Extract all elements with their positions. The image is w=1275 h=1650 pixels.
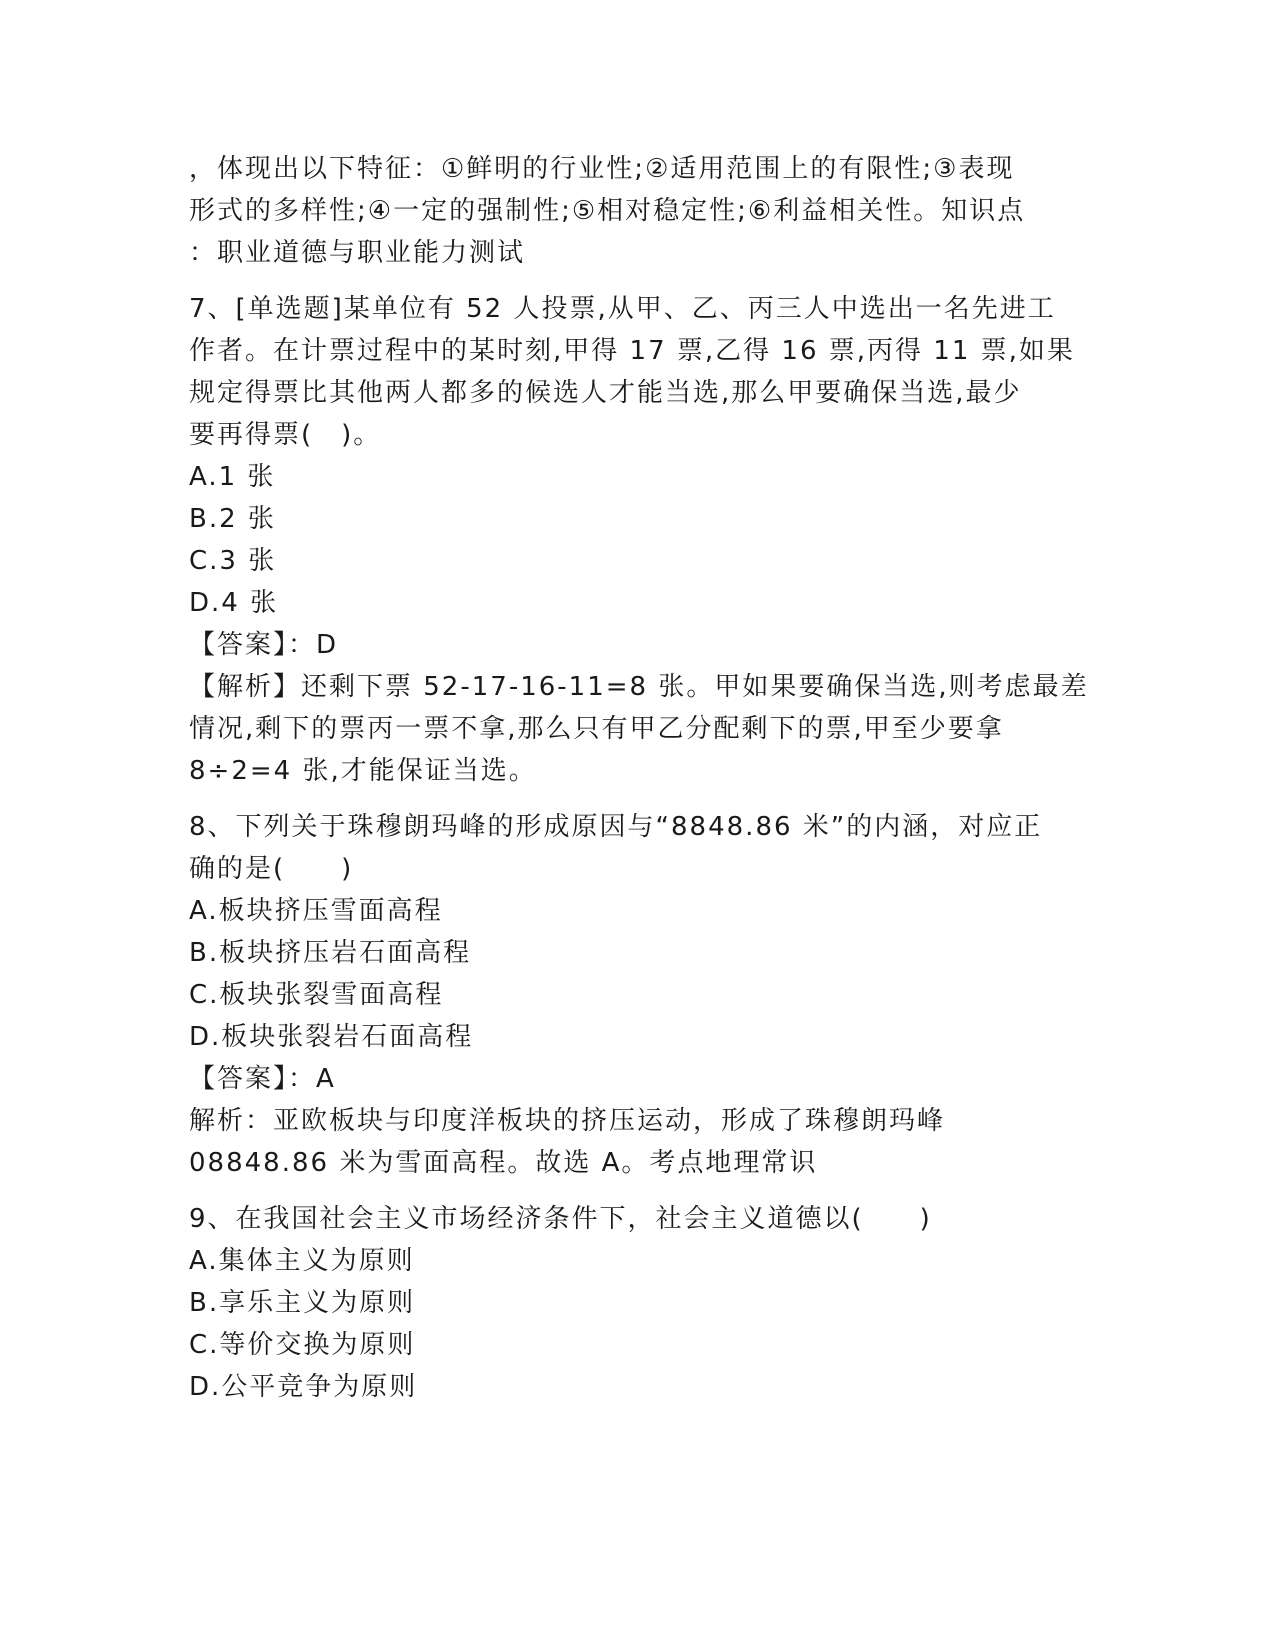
question-7 — [189, 288, 1089, 792]
answer-line: 【答案】：D — [189, 630, 339, 660]
analysis-line: 情况,剩下的票丙一票不拿,那么只有甲乙分配剩下的票,甲至少要拿 — [189, 714, 1004, 744]
document-page — [189, 148, 1089, 1408]
paragraph-line: 形式的多样性;④一定的强制性;⑤相对稳定性;⑥利益相关性。知识点 — [189, 196, 1026, 226]
option-b: B.板块挤压岩石面高程 — [189, 938, 472, 968]
question-line: 7、[单选题]某单位有 52 人投票,从甲、乙、丙三人中选出一名先进工 — [189, 294, 1056, 324]
question-line: 9、在我国社会主义市场经济条件下，社会主义道德以( ) — [189, 1204, 932, 1234]
question-line: 确的是( ) — [189, 854, 354, 884]
option-a: A.板块挤压雪面高程 — [189, 896, 443, 926]
analysis-line: 08848.86 米为雪面高程。故选 A。考点地理常识 — [189, 1148, 818, 1178]
analysis-line: 8÷2=4 张,才能保证当选。 — [189, 756, 537, 786]
question-line: 要再得票( )。 — [189, 420, 382, 450]
paragraph-line: ，体现出以下特征：①鲜明的行业性;②适用范围上的有限性;③表现 — [189, 154, 1015, 184]
paragraph-line: ：职业道德与职业能力测试 — [189, 238, 526, 268]
option-a: A.集体主义为原则 — [189, 1246, 415, 1276]
question-line: 8、下列关于珠穆朗玛峰的形成原因与“8848.86 米”的内涵，对应正 — [189, 812, 1043, 842]
question-line: 作者。在计票过程中的某时刻,甲得 17 票,乙得 16 票,丙得 11 票,如果 — [189, 336, 1075, 366]
option-d: D.4 张 — [189, 588, 279, 618]
question-line: 规定得票比其他两人都多的候选人才能当选,那么甲要确保当选,最少 — [189, 378, 1022, 408]
option-d: D.公平竞争为原则 — [189, 1372, 418, 1402]
option-c: C.等价交换为原则 — [189, 1330, 416, 1360]
option-d: D.板块张裂岩石面高程 — [189, 1022, 474, 1052]
intro-paragraph — [189, 148, 1089, 274]
option-a: A.1 张 — [189, 462, 276, 492]
option-c: C.板块张裂雪面高程 — [189, 980, 444, 1010]
option-b: B.2 张 — [189, 504, 276, 534]
option-b: B.享乐主义为原则 — [189, 1288, 416, 1318]
analysis-line: 解析：亚欧板块与印度洋板块的挤压运动，形成了珠穆朗玛峰 — [189, 1106, 946, 1136]
option-c: C.3 张 — [189, 546, 277, 576]
analysis-line: 【解析】还剩下票 52-17-16-11=8 张。甲如果要确保当选,则考虑最差 — [189, 672, 1089, 702]
question-9 — [189, 1198, 1089, 1408]
answer-line: 【答案】：A — [189, 1064, 336, 1094]
question-8 — [189, 806, 1089, 1184]
